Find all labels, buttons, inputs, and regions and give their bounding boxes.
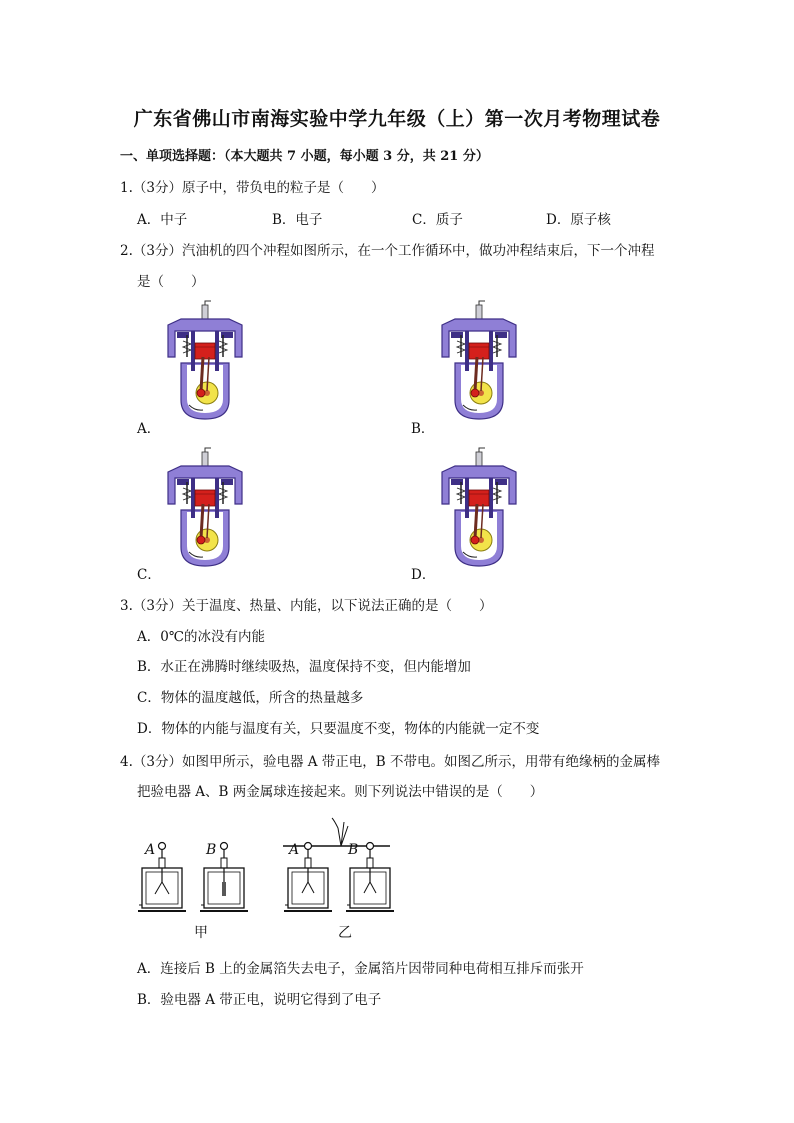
engine-figure-c [163, 452, 253, 567]
page-title: 广东省佛山市南海实验中学九年级（上）第一次月考物理试卷 [133, 108, 661, 130]
question-2-stem-line2: 是（ ） [137, 274, 205, 290]
engine-figure-b [437, 305, 527, 420]
q2-figure-label-d: D． [411, 567, 436, 583]
q3-option-a: A．0℃的冰没有内能 [137, 629, 265, 645]
label-b-yi: B [348, 842, 359, 858]
question-1-stem: 1.（3分）原子中，带负电的粒子是（ ） [120, 180, 385, 196]
question-2-stem-line1: 2.（3分）汽油机的四个冲程如图所示，在一个工作循环中，做功冲程结束后，下一个冲程 [120, 243, 655, 259]
q2-figure-label-c: C． [137, 567, 161, 583]
q3-option-b: B．水正在沸腾时继续吸热，温度保持不变，但内能增加 [137, 659, 471, 675]
q4-option-b: B．验电器 A 带正电，说明它得到了电子 [137, 992, 382, 1008]
caption-yi: 乙 [338, 925, 352, 941]
label-a-yi: A [289, 842, 300, 858]
question-4-stem-line2: 把验电器 A、B 两金属球连接起来。则下列说法中错误的是（ ） [137, 784, 544, 800]
q1-option-b: B．电子 [272, 212, 323, 228]
q2-figure-label-b: B． [411, 421, 435, 437]
q3-option-c: C．物体的温度越低，所含的热量越多 [137, 690, 364, 706]
engine-figure-a [163, 305, 253, 420]
label-a-jia: A [145, 842, 156, 858]
q3-option-d: D．物体的内能与温度有关，只要温度不变，物体的内能就一定不变 [137, 721, 540, 737]
question-3-stem: 3.（3分）关于温度、热量、内能，以下说法正确的是（ ） [120, 598, 493, 614]
q1-option-d: D．原子核 [546, 212, 611, 228]
insulating-handle [332, 818, 348, 846]
q1-option-c: C．质子 [412, 212, 463, 228]
caption-jia: 甲 [194, 925, 208, 941]
q4-option-a: A．连接后 B 上的金属箔失去电子，金属箔片因带同种电荷相互排斥而张开 [137, 961, 584, 977]
electroscope-figure [138, 808, 398, 940]
engine-figure-d [437, 452, 527, 567]
section-heading: 一、单项选择题：（本大题共 7 小题，每小题 3 分，共 21 分） [120, 149, 489, 164]
label-b-jia: B [206, 842, 217, 858]
question-4-stem-line1: 4.（3分）如图甲所示，验电器 A 带正电，B 不带电。如图乙所示，用带有绝缘柄的金属棒 [120, 754, 661, 770]
q1-option-a: A．中子 [137, 212, 188, 228]
q2-figure-label-a: A． [137, 421, 161, 437]
